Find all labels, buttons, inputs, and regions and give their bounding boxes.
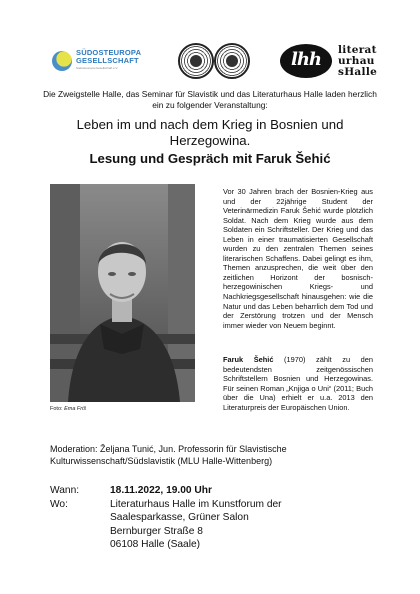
where-label: Wo: (50, 498, 68, 510)
caption-label: Foto: (50, 406, 65, 412)
author-short-bio-text: (1970) zählt zu den bedeutendsten zeitgenössischen Schriftstellern Bosnien und Herzegowinas. Für seinen Roman „Knjiga o Uni“ (2011; Buch über die Una) erhielt er u.a. 2013 den Literaturpreis der Europäischen Union. (223, 355, 373, 412)
sog-line2: GESELLSCHAFT (76, 56, 139, 65)
seal-left-icon (178, 43, 214, 79)
suedosteuropa-gesellschaft-logo (52, 49, 147, 73)
where-line-2: Saalesparkasse, Grüner Salon (110, 512, 249, 523)
lhh-line1: literat (338, 44, 377, 56)
when-label: Wann: (50, 485, 80, 496)
when-row (50, 484, 390, 498)
intro-text: Die Zweigstelle Halle, das Seminar für Slavistik und das Literaturhaus Halle laden herzlich ein zu folgender Veranstaltung: (43, 89, 377, 110)
lhh-mark: lhh (290, 49, 321, 70)
sog-tagline: Südosteuropa-Gesellschaft e.V. (76, 66, 119, 70)
where-line-1: Literaturhaus Halle im Kunstforum der (110, 498, 282, 510)
sog-line1: SÜDOSTEUROPA (76, 48, 142, 57)
author-short-bio (223, 355, 373, 412)
where-line-3: Bernburger Straße 8 (110, 525, 203, 537)
seal-right-icon (214, 43, 250, 79)
event-details (50, 484, 390, 552)
where-line-4: 06108 Halle (Saale) (110, 539, 201, 550)
photo-caption (50, 406, 86, 412)
event-title: Leben im und nach dem Krieg in Bosnien und Herzegowina. (76, 117, 344, 148)
where-row-3 (50, 525, 390, 539)
where-row (50, 498, 390, 512)
author-bio-paragraph: Vor 30 Jahren brach der Bosnien-Krieg aus und der 22jährige Student der Veterinärmedizin Faruk Šehić wurde plötzlich Soldat. Nach dem Krieg wurde aus dem Soldaten ein Schriftsteller. Der Krieg und das Leben in einer traumatisierten Gesellschaft wurden zu den zentralen Themen seines literarischen Schaffens. Dabei gelingt es ihm, Themen anzusprechen, die weit über den zeitlichen Horizont der bosnisch-herzegowinischen Kriegs- und Nachkriegsgesellschaft hinausgehen: wie die Natur und das Leben beharrlich dem Tod und der Zerstörung trotzen und der Mensch immer wieder von Neuem beginnt. (223, 187, 373, 330)
university-seal-logo (178, 42, 252, 82)
caption-photographer: Ema Friš (64, 406, 87, 412)
literaturhaus-halle-logo (280, 44, 400, 78)
when-value: 18.11.2022, 19.00 Uhr (110, 485, 212, 496)
author-name: Faruk Šehić (223, 355, 274, 364)
author-photo (50, 184, 195, 402)
where-row-2 (50, 511, 390, 525)
lhh-line3: sHalle (338, 66, 378, 78)
moderation-info: Moderation: Željana Tunić, Jun. Professorin für Slavistische Kulturwissenschaft/Südslavistik (MLU Halle-Wittenberg) (50, 444, 287, 466)
sog-emblem-icon (52, 51, 72, 71)
logo-bar (0, 42, 420, 82)
lhh-line2: urhau (338, 55, 375, 67)
where-row-4 (50, 538, 390, 552)
event-subtitle: Lesung und Gespräch mit Faruk Šehić (89, 151, 331, 166)
